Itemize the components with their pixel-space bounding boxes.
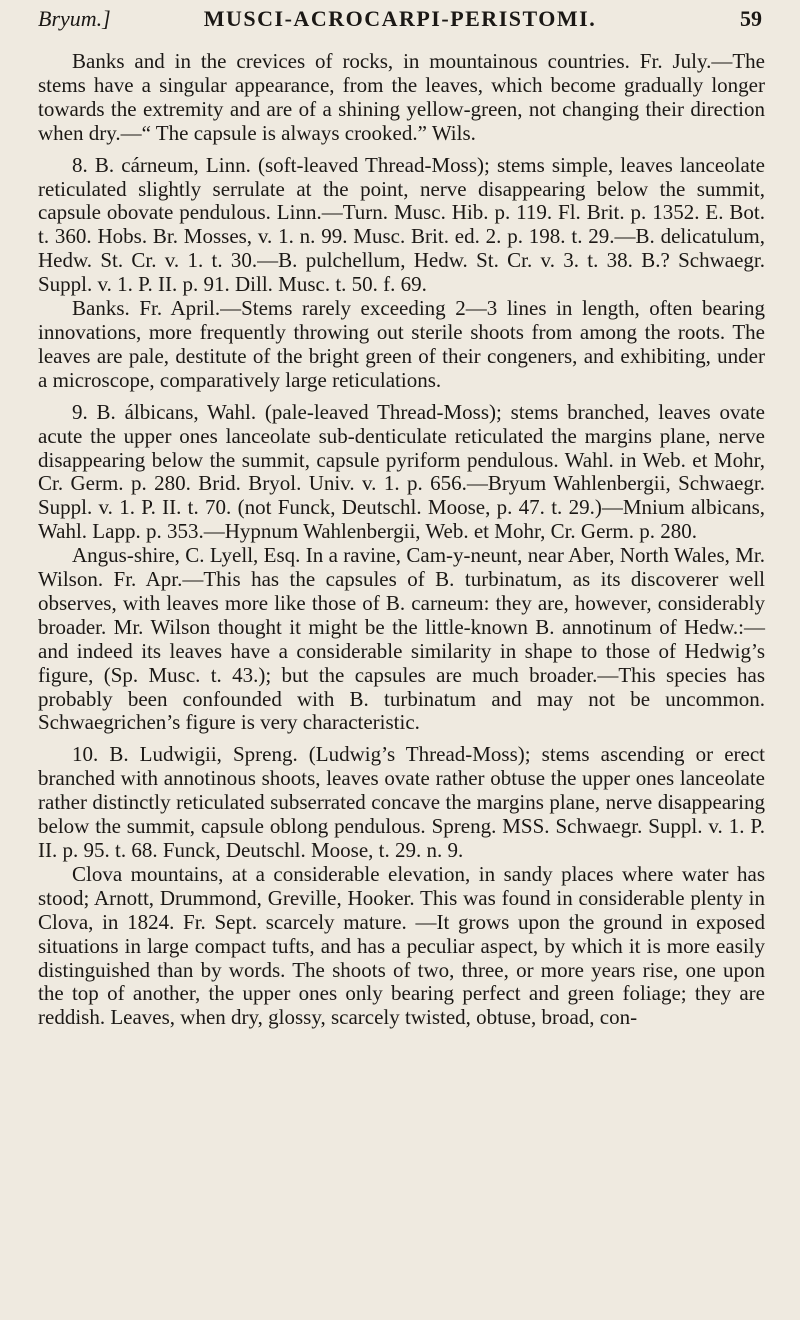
species-entry-8: 8. B. cárneum, Linn. (soft-leaved Thread-Moss); stems simple, leaves lanceolate reticulated slightly serrulate at the point, nerve disappearing below the summit, capsule obovate pendulous. Linn.—Turn. Musc. Hib. p. 119. Fl. Brit. p. 1352. E. Bot. t. 360. Hobs. Br. Mosses, v. 1. n. 99. Musc. Brit. ed. 2. p. 198. t. 29.—B. delicatulum, Hedw. St. Cr. v. 1. t. 30.—B. pulchellum, Hedw. St. Cr. v. 3. t. 38. B.? Schwaegr. Suppl. v. 1. P. II. p. 91. Dill. Musc. t. 50. f. 69. bbox=[38, 152, 765, 297]
paragraph: Angus-shire, C. Lyell, Esq. In a ravine, Cam-y-neunt, near Aber, North Wales, Mr. Wilson. Fr. Apr.—This has the capsules of B. turbinatum, as its discoverer well observes, with leaves more like those of B. carneum: they are, however, considerably broader. Mr. Wilson thought it might be the little-known B. annotinum of Hedw.:—and indeed its leaves have a considerable similarity in shape to those of Hedwig’s figure, (Sp. Musc. t. 43.); but the capsules are much broader.—This species has probably been confounded with B. turbinatum and may not be uncommon. Schwaegrichen’s figure is very characteristic. bbox=[38, 543, 765, 735]
species-entry-10: 10. B. Ludwigii, Spreng. (Ludwig’s Thread-Moss); stems ascending or erect branched with annotinous shoots, leaves ovate rather obtuse the upper ones lanceolate rather distinctly reticulated subserrated concave the margins plane, nerve disappearing below the summit, capsule oblong pendulous. Spreng. MSS. Schwaegr. Suppl. v. 1. P. II. p. 95. t. 68. Funck, Deutschl. Moose, t. 29. n. 9. bbox=[38, 742, 765, 862]
species-entry-9: 9. B. álbicans, Wahl. (pale-leaved Thread-Moss); stems branched, leaves ovate acute the upper ones lanceolate sub-denticulate reticulated the margins plane, nerve disappearing below the summit, capsule pyriform pendulous. Wahl. in Web. et Mohr, Cr. Germ. p. 280. Brid. Bryol. Univ. v. 1. p. 656.—Bryum Wahlenbergii, Schwaegr. Suppl. v. 1. P. II. t. 70. (not Funck, Deutschl. Moose, p. 47. t. 29.)—Mnium albicans, Wahl. Lapp. p. 353.—Hypnum Wahlenbergii, Web. et Mohr, Cr. Germ. p. 280. bbox=[38, 399, 765, 544]
paragraph: Banks and in the crevices of rocks, in mountainous countries. Fr. July.—The stems have a singular appearance, from the leaves, which become gradually longer towards the extremity and are of a shining yellow-green, not changing their direction when dry.—“ The capsule is always crooked.” Wils. bbox=[38, 49, 765, 145]
paragraph: Clova mountains, at a considerable elevation, in sandy places where water has stood; Arnott, Drummond, Greville, Hooker. This was found in considerable plenty in Clova, in 1824. Fr. Sept. scarcely mature. —It grows upon the ground in exposed situations in large compact tufts, and has a peculiar aspect, by which it is more easily distinguished than by words. The shoots of two, three, or more years rise, one upon the top of another, the upper ones only bearing perfect and green foliage; they are reddish. Leaves, when dry, glossy, scarcely twisted, obtuse, broad, con- bbox=[38, 861, 765, 1030]
genus-heading: Bryum.] bbox=[38, 6, 111, 31]
paragraph: Banks. Fr. April.—Stems rarely exceeding 2—3 lines in length, often bearing innovations, more frequently throwing out sterile shoots from among the roots. The leaves are pale, destitute of the bright green of their congeners, and exhibiting, under a microscope, comparatively large reticulations. bbox=[38, 296, 765, 392]
section-title: MUSCI-ACROCARPI-PERISTOMI. bbox=[203, 6, 597, 31]
running-header bbox=[38, 6, 762, 40]
page-number: 59 bbox=[740, 6, 762, 31]
page-body bbox=[38, 50, 765, 1030]
